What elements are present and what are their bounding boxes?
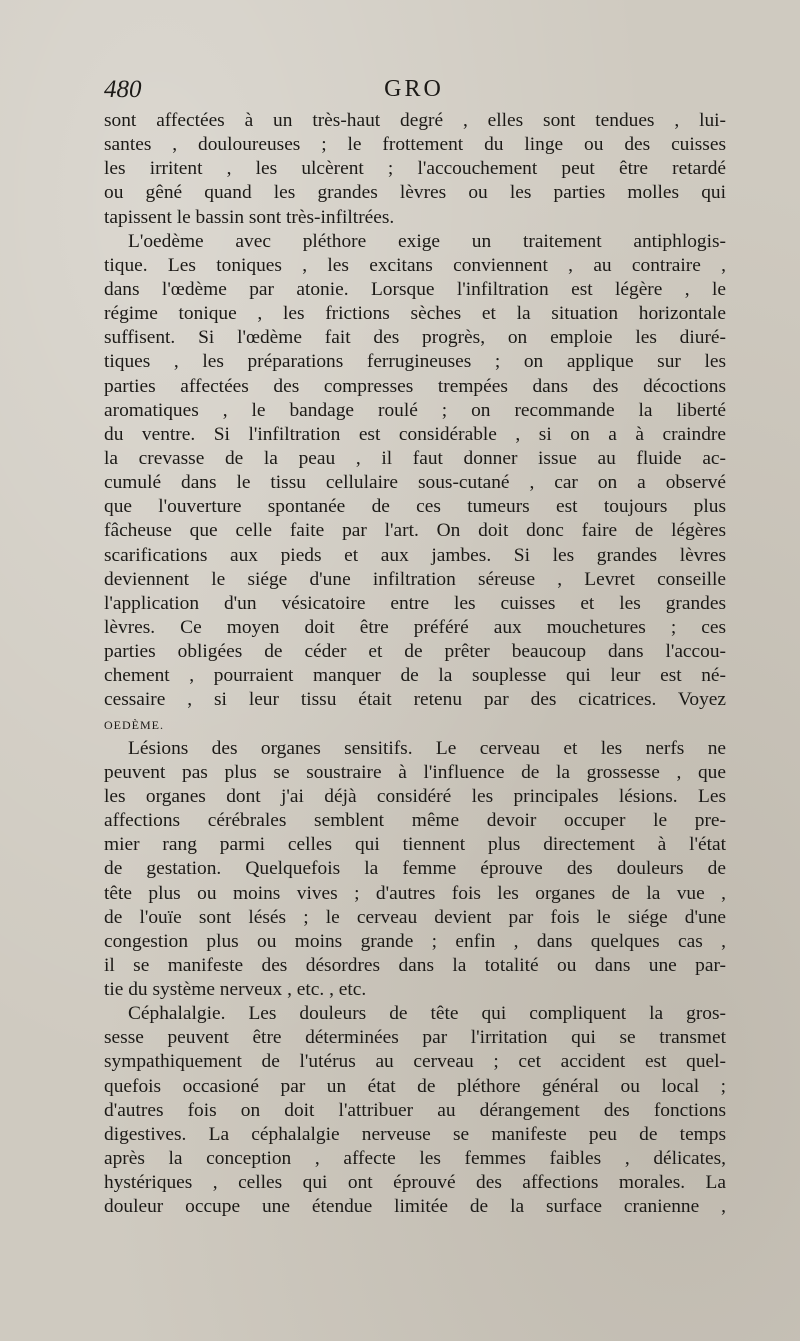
text-line: aromatiques , le bandage roulé ; on recommande la liberté	[104, 399, 726, 421]
text-line: santes , douloureuses ; le frottement du linge ou des cuisses	[104, 134, 726, 156]
text-line: chement , pourraient manquer de la souplesse qui leur est né-	[104, 665, 726, 687]
text-line: les irritent , les ulcèrent ; l'accouchement peut être retardé	[104, 158, 726, 180]
text-line: fâcheuse que celle faite par l'art. On doit donc faire de légères	[104, 520, 726, 542]
text-line: l'application d'un vésicatoire entre les cuisses et les grandes	[104, 592, 726, 614]
text-line: il se manifeste des désordres dans la totalité ou dans une par-	[104, 954, 726, 976]
paragraph-start-line: Lésions des organes sensitifs. Le cerveau et les nerfs ne	[128, 737, 726, 759]
text-line: mier rang parmi celles qui tiennent plus directement à l'état	[104, 834, 726, 856]
text-line: douleur occupe une étendue limitée de la surface cranienne ,	[104, 1196, 726, 1218]
text-line: parties affectées des compresses trempées dans des décoctions	[104, 375, 726, 397]
text-line: deviennent le siége d'une infiltration séreuse , Levret conseille	[104, 568, 726, 590]
text-line: d'autres fois on doit l'attribuer au dérangement des fonctions	[104, 1099, 726, 1121]
text-line: du ventre. Si l'infiltration est considérable , si on a à craindre	[104, 423, 726, 445]
page-header	[104, 74, 724, 106]
text-line: les organes dont j'ai déjà considéré les principales lésions. Les	[104, 785, 726, 807]
text-line: après la conception , affecte les femmes faibles , délicates,	[104, 1148, 726, 1170]
text-line: scarifications aux pieds et aux jambes. Si les grandes lèvres	[104, 544, 726, 566]
text-line: de l'ouïe sont lésés ; le cerveau devient par fois le siége d'une	[104, 906, 726, 928]
text-line: la crevasse de la peau , il faut donner issue au fluide ac-	[104, 447, 726, 469]
text-line: parties obligées de céder et de prêter beaucoup dans l'accou-	[104, 641, 726, 663]
paragraph-end-line: tapissent le bassin sont très-infiltrées.	[104, 206, 395, 228]
cross-reference-line: OEDÈME.	[104, 717, 164, 732]
body-text	[104, 109, 726, 1219]
text-line: lèvres. Ce moyen doit être préféré aux mouchetures ; ces	[104, 616, 726, 638]
text-line: sesse peuvent être déterminées par l'irritation qui se transmet	[104, 1027, 726, 1049]
text-line: digestives. La céphalalgie nerveuse se manifeste peu de temps	[104, 1123, 726, 1145]
text-line: cessaire , si leur tissu était retenu par des cicatrices. Voyez	[104, 689, 726, 711]
paragraph-start-line: Céphalalgie. Les douleurs de tête qui compliquent la gros-	[128, 1003, 726, 1025]
text-line: tête plus ou moins vives ; d'autres fois les organes de la vue ,	[104, 882, 726, 904]
text-line: congestion plus ou moins grande ; enfin , dans quelques cas ,	[104, 930, 726, 952]
text-line: hystériques , celles qui ont éprouvé des affections morales. La	[104, 1172, 726, 1194]
page-number: 480	[104, 76, 142, 103]
text-line: ou gêné quand les grandes lèvres ou les parties molles qui	[104, 182, 726, 204]
text-line: affections cérébrales semblent même devoir occuper le pre-	[104, 810, 726, 832]
text-line: que l'ouverture spontanée de ces tumeurs est toujours plus	[104, 496, 726, 518]
text-line: régime tonique , les frictions sèches et la situation horizontale	[104, 303, 726, 325]
text-line: cumulé dans le tissu cellulaire sous-cutané , car on a observé	[104, 472, 726, 494]
text-line: dans l'œdème par atonie. Lorsque l'infiltration est légère , le	[104, 278, 726, 300]
text-line: de gestation. Quelquefois la femme éprouve des douleurs de	[104, 858, 726, 880]
paragraph-start-line: L'oedème avec pléthore exige un traitement antiphlogis-	[128, 230, 726, 252]
text-line: peuvent pas plus se soustraire à l'influence de la grossesse , que	[104, 761, 726, 783]
paragraph-end-line: tie du système nerveux , etc. , etc.	[104, 979, 367, 1001]
text-line: tiques , les préparations ferrugineuses ; on applique sur les	[104, 351, 726, 373]
text-line: sympathiquement de l'utérus au cerveau ; cet accident est quel-	[104, 1051, 726, 1073]
text-line: sont affectées à un très-haut degré , elles sont tendues , lui-	[104, 110, 726, 131]
text-line: tique. Les toniques , les excitans conviennent , au contraire ,	[104, 254, 726, 276]
text-line: suffisent. Si l'œdème fait des progrès, on emploie les diuré-	[104, 327, 726, 349]
running-head: GRO	[384, 76, 444, 102]
text-line: quefois occasioné par un état de pléthore général ou local ;	[104, 1075, 726, 1097]
